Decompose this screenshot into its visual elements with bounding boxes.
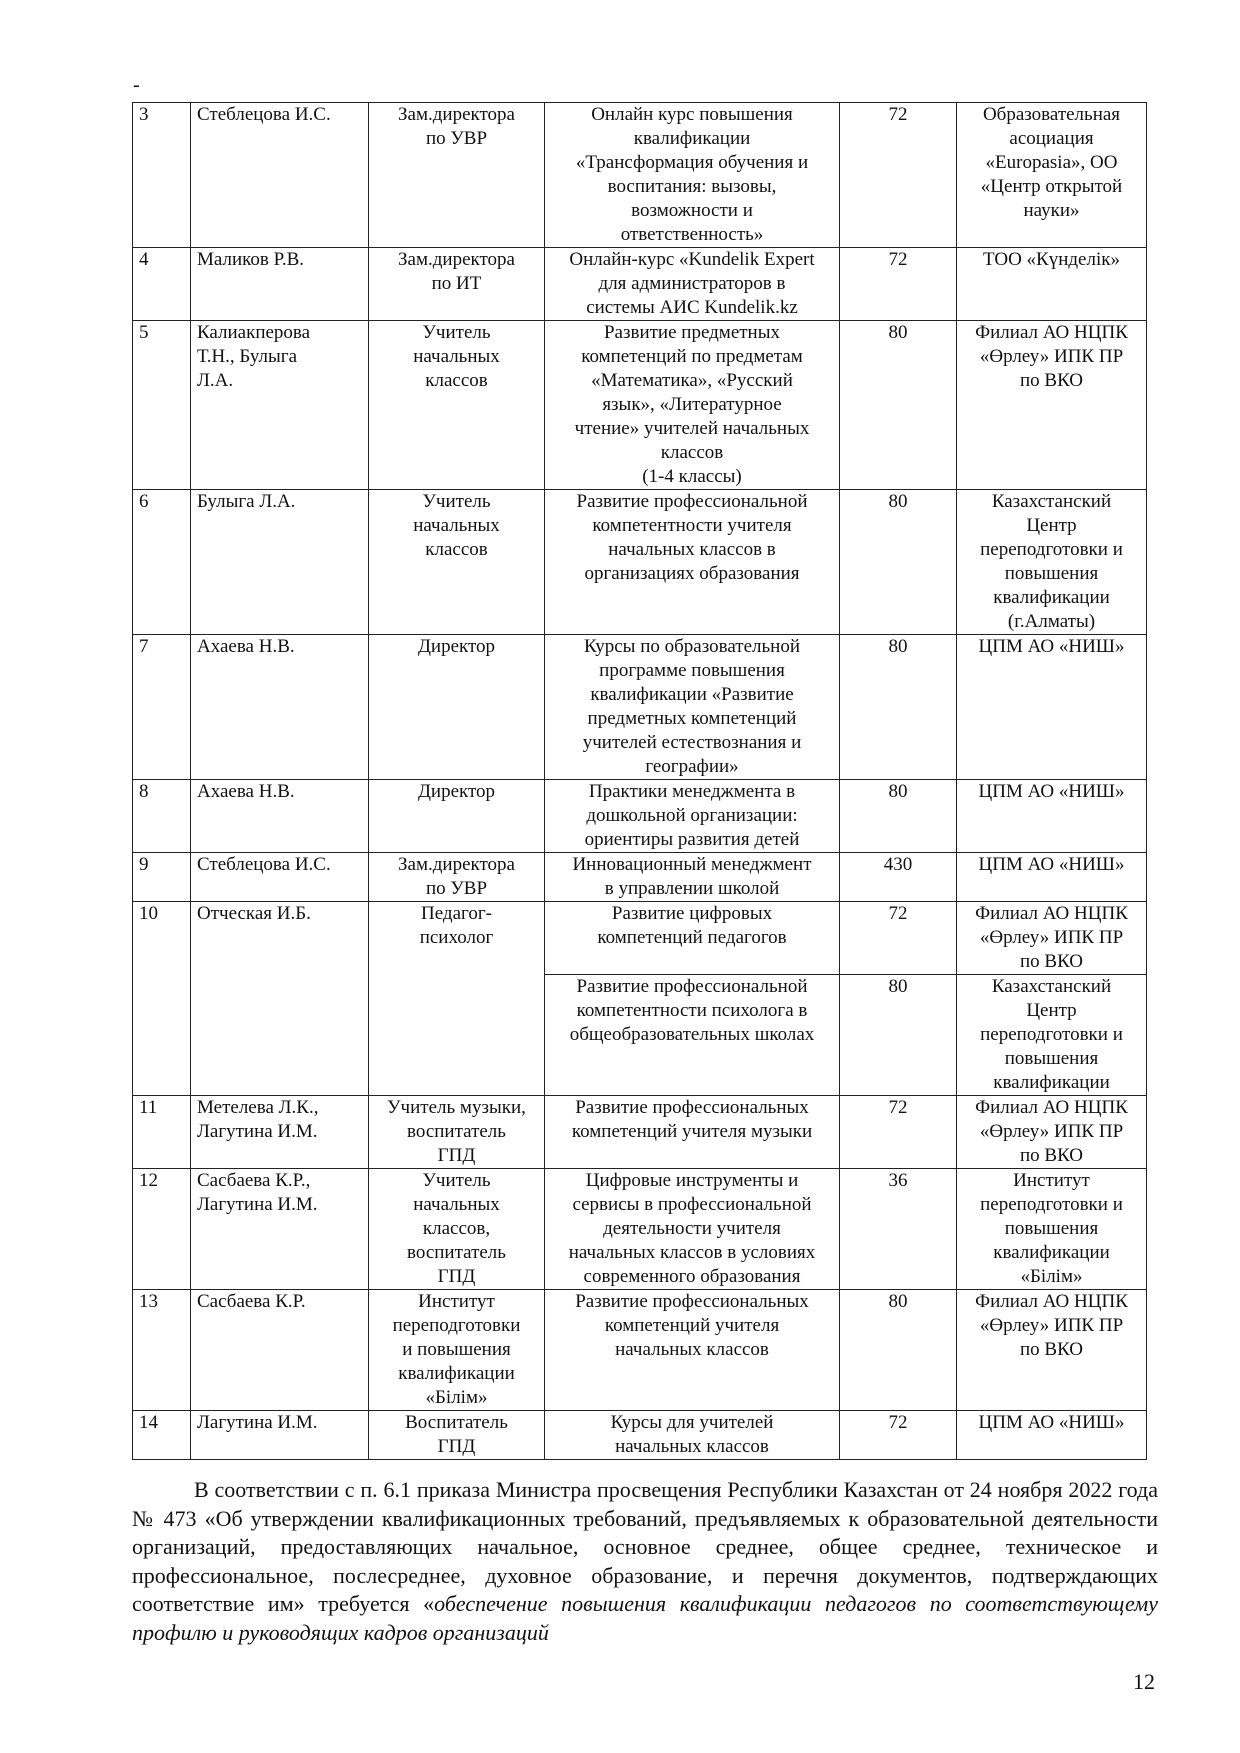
course-organization: Филиал АО НЦПК «Өрлеу» ИПК ПР по ВКО xyxy=(957,902,1147,975)
course-hours: 72 xyxy=(840,1411,957,1460)
table-row xyxy=(133,1290,1147,1411)
teacher-name: Булыга Л.А. xyxy=(191,490,369,635)
table-row xyxy=(133,1096,1147,1169)
course-organization: Образовательная асоциация «Europasia», ОО «Центр открытой науки» xyxy=(957,103,1147,248)
table-row xyxy=(133,103,1147,248)
table-row xyxy=(133,1169,1147,1290)
course-hours: 80 xyxy=(840,780,957,853)
teacher-name: Маликов Р.В. xyxy=(191,248,369,321)
teacher-position: Институт переподготовки и повышения квалификации «Білім» xyxy=(369,1290,545,1411)
row-number: 9 xyxy=(133,853,191,902)
course-title: Развитие профессиональных компетенций учителя музыки xyxy=(545,1096,840,1169)
row-number: 14 xyxy=(133,1411,191,1460)
course-title: Курсы по образовательной программе повышения квалификации «Развитие предметных компетенций учителей естествознания и географии» xyxy=(545,635,840,780)
row-number: 13 xyxy=(133,1290,191,1411)
table-row xyxy=(133,902,1147,975)
table-row xyxy=(133,1411,1147,1460)
teacher-name: Ахаева Н.В. xyxy=(191,780,369,853)
teacher-position: Директор xyxy=(369,780,545,853)
course-organization: Институт переподготовки и повышения квалификации «Білім» xyxy=(957,1169,1147,1290)
table-row xyxy=(133,321,1147,490)
course-title: Цифровые инструменты и сервисы в профессиональной деятельности учителя начальных классов в условиях современного образования xyxy=(545,1169,840,1290)
course-hours: 72 xyxy=(840,1096,957,1169)
course-title: Курсы для учителей начальных классов xyxy=(545,1411,840,1460)
course-hours: 72 xyxy=(840,103,957,248)
course-title: Развитие предметных компетенций по предметам «Математика», «Русский язык», «Литературное чтение» учителей начальных классов (1-4 классы) xyxy=(545,321,840,490)
teacher-name: Отческая И.Б. xyxy=(191,902,369,1096)
teacher-name: Метелева Л.К., Лагутина И.М. xyxy=(191,1096,369,1169)
row-number: 3 xyxy=(133,103,191,248)
table-row xyxy=(133,853,1147,902)
course-hours: 80 xyxy=(840,975,957,1096)
course-organization: Казахстанский Центр переподготовки и повышения квалификации (г.Алматы) xyxy=(957,490,1147,635)
row-number: 4 xyxy=(133,248,191,321)
teacher-position: Учитель начальных классов xyxy=(369,490,545,635)
course-title: Онлайн-курс «Kundelik Expert для администраторов в системы АИС Kundelik.kz xyxy=(545,248,840,321)
course-title: Развитие профессиональных компетенций учителя начальных классов xyxy=(545,1290,840,1411)
table-row xyxy=(133,490,1147,635)
courses-table-body xyxy=(133,103,1147,1460)
teacher-name: Стеблецова И.С. xyxy=(191,853,369,902)
course-title: Развитие профессиональной компетентности психолога в общеобразовательных школах xyxy=(545,975,840,1096)
teacher-name: Лагутина И.М. xyxy=(191,1411,369,1460)
course-organization: ЦПМ АО «НИШ» xyxy=(957,635,1147,780)
teacher-position: Педагог- психолог xyxy=(369,902,545,1096)
row-number: 5 xyxy=(133,321,191,490)
course-organization: ТОО «Күнделік» xyxy=(957,248,1147,321)
row-number: 11 xyxy=(133,1096,191,1169)
course-organization: ЦПМ АО «НИШ» xyxy=(957,1411,1147,1460)
teacher-name: Сасбаева К.Р., Лагутина И.М. xyxy=(191,1169,369,1290)
course-hours: 72 xyxy=(840,902,957,975)
course-hours: 80 xyxy=(840,490,957,635)
course-hours: 80 xyxy=(840,635,957,780)
teacher-name: Калиакперова Т.Н., Булыга Л.А. xyxy=(191,321,369,490)
course-title: Онлайн курс повышения квалификации «Трансформация обучения и воспитания: вызовы, возможности и ответственность» xyxy=(545,103,840,248)
row-number: 6 xyxy=(133,490,191,635)
course-hours: 72 xyxy=(840,248,957,321)
course-hours: 80 xyxy=(840,1290,957,1411)
row-number: 12 xyxy=(133,1169,191,1290)
body-paragraph xyxy=(132,1476,1158,1647)
course-organization: Казахстанский Центр переподготовки и повышения квалификации xyxy=(957,975,1147,1096)
teacher-position: Зам.директора по ИТ xyxy=(369,248,545,321)
course-hours: 430 xyxy=(840,853,957,902)
teacher-position: Зам.директора по УВР xyxy=(369,853,545,902)
teacher-position: Директор xyxy=(369,635,545,780)
page-number: 12 xyxy=(1133,1669,1155,1694)
teacher-position: Зам.директора по УВР xyxy=(369,103,545,248)
course-organization: ЦПМ АО «НИШ» xyxy=(957,853,1147,902)
row-number: 10 xyxy=(133,902,191,1096)
teacher-position: Учитель начальных классов xyxy=(369,321,545,490)
row-number: 7 xyxy=(133,635,191,780)
paragraph-regular-text: В соответствии с п. 6.1 приказа Министра просвещения Республики Казахстан от 24 ноября 2022 года № 473 «Об утверждении квалификационных требований, предъявляемых к образовательной деятельности организаций, предоставляющих начальное, основное среднее, общее среднее, техническое и профессиональное, послесреднее, духовное образование, и перечня документов, подтверждающих соответствие им» требуется « xyxy=(132,1477,1158,1616)
course-title: Развитие цифровых компетенций педагогов xyxy=(545,902,840,975)
course-title: Практики менеджмента в дошкольной организации: ориентиры развития детей xyxy=(545,780,840,853)
table-row xyxy=(133,635,1147,780)
courses-table xyxy=(132,102,1147,1460)
table-row xyxy=(133,248,1147,321)
course-organization: Филиал АО НЦПК «Өрлеу» ИПК ПР по ВКО xyxy=(957,1290,1147,1411)
course-organization: ЦПМ АО «НИШ» xyxy=(957,780,1147,853)
paragraph-italic-text: обеспечение повышения квалификации педагогов по соответствующему профилю и руководящих кадров организаций xyxy=(132,1591,1158,1645)
teacher-position: Учитель начальных классов, воспитатель ГПД xyxy=(369,1169,545,1290)
course-hours: 36 xyxy=(840,1169,957,1290)
course-organization: Филиал АО НЦПК «Өрлеу» ИПК ПР по ВКО xyxy=(957,1096,1147,1169)
top-dash-mark: - xyxy=(133,74,140,96)
course-organization: Филиал АО НЦПК «Өрлеу» ИПК ПР по ВКО xyxy=(957,321,1147,490)
teacher-position: Учитель музыки, воспитатель ГПД xyxy=(369,1096,545,1169)
table-row xyxy=(133,780,1147,853)
course-title: Инновационный менеджмент в управлении школой xyxy=(545,853,840,902)
course-title: Развитие профессиональной компетентности учителя начальных классов в организациях образования xyxy=(545,490,840,635)
teacher-position: Воспитатель ГПД xyxy=(369,1411,545,1460)
teacher-name: Стеблецова И.С. xyxy=(191,103,369,248)
teacher-name: Сасбаева К.Р. xyxy=(191,1290,369,1411)
row-number: 8 xyxy=(133,780,191,853)
course-hours: 80 xyxy=(840,321,957,490)
teacher-name: Ахаева Н.В. xyxy=(191,635,369,780)
